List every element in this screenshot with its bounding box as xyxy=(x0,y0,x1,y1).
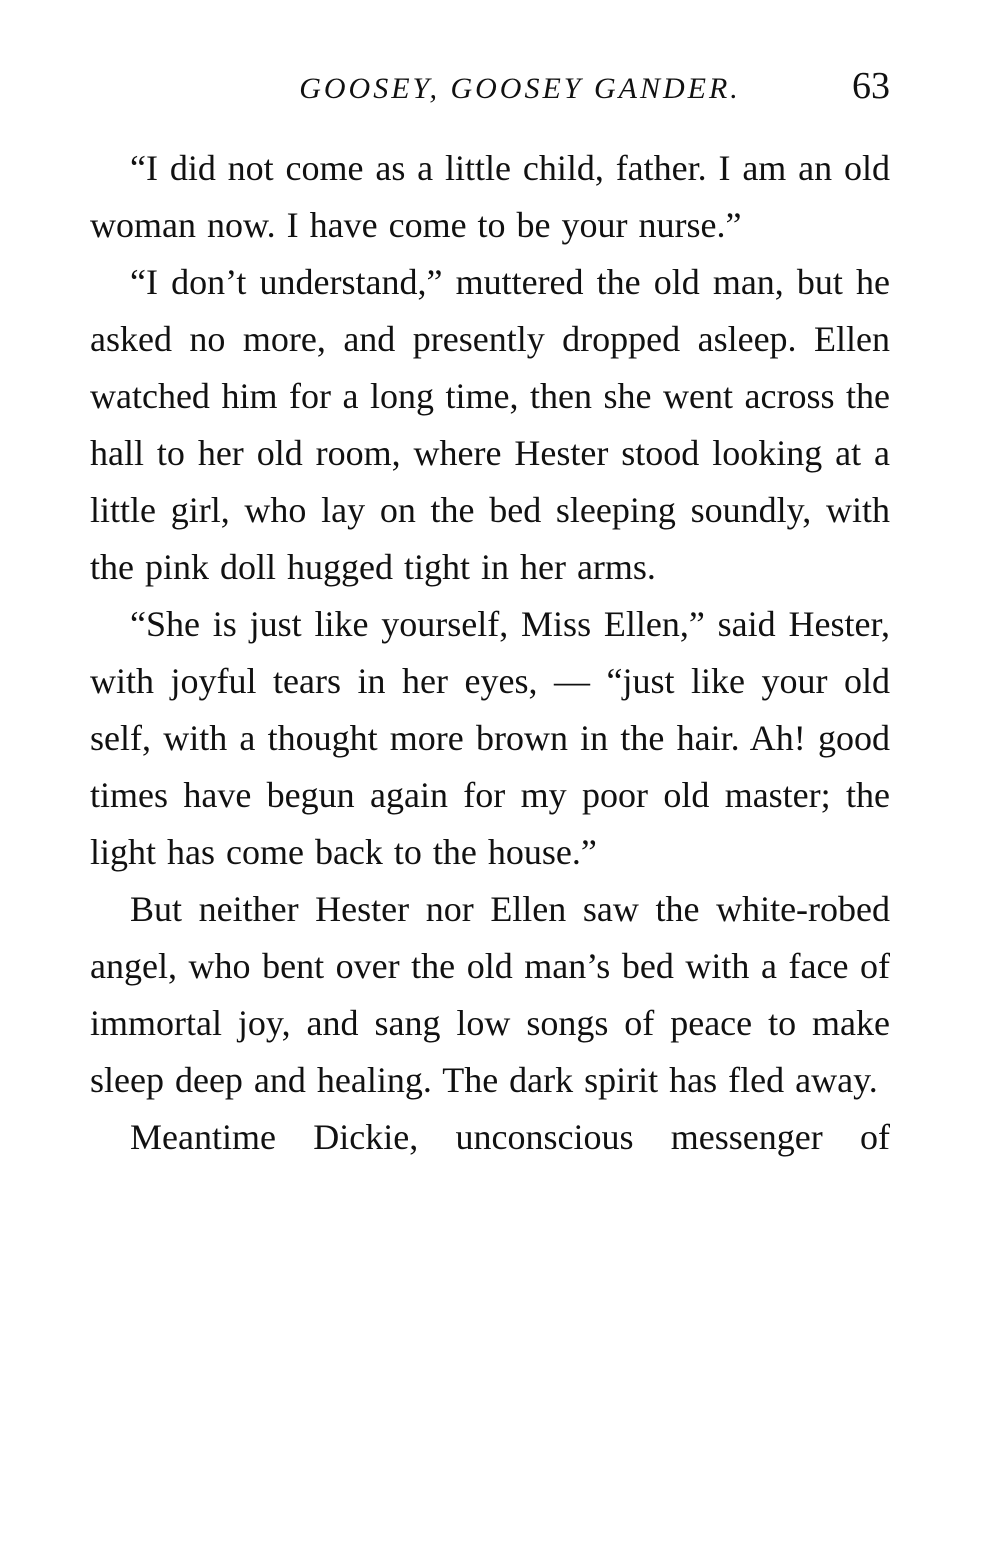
paragraph: But neither Hester nor Ellen saw the white-robed angel, who bent over the old man’s bed with a face of immortal joy, and sang low songs of peace to make sleep deep and healing. The dark spirit has fled away. xyxy=(90,889,890,1100)
paragraph: “She is just like yourself, Miss Ellen,” said Hester, with joyful tears in her eyes, — “just like your old self, with a thought more brown in the hair. Ah! good times have begun again for my poor old master; the light has come back to the house.” xyxy=(90,604,890,872)
page-header xyxy=(90,62,890,122)
body-text xyxy=(90,140,890,1166)
paragraph: “I did not come as a little child, father. I am an old woman now. I have come to be your nurse.” xyxy=(90,148,890,245)
page-number: 63 xyxy=(852,65,890,107)
paragraph: Meantime Dickie, unconscious messenger of xyxy=(130,1117,890,1157)
paragraph: “I don’t understand,” muttered the old man, but he asked no more, and presently dropped asleep. Ellen watched him for a long time, then she went across the hall to her old room, where Hester stood looking at a little girl, who lay on the bed sleeping soundly, with the pink doll hugged tight in her arms. xyxy=(90,262,890,587)
running-title: GOOSEY, GOOSEY GANDER. xyxy=(299,72,741,105)
